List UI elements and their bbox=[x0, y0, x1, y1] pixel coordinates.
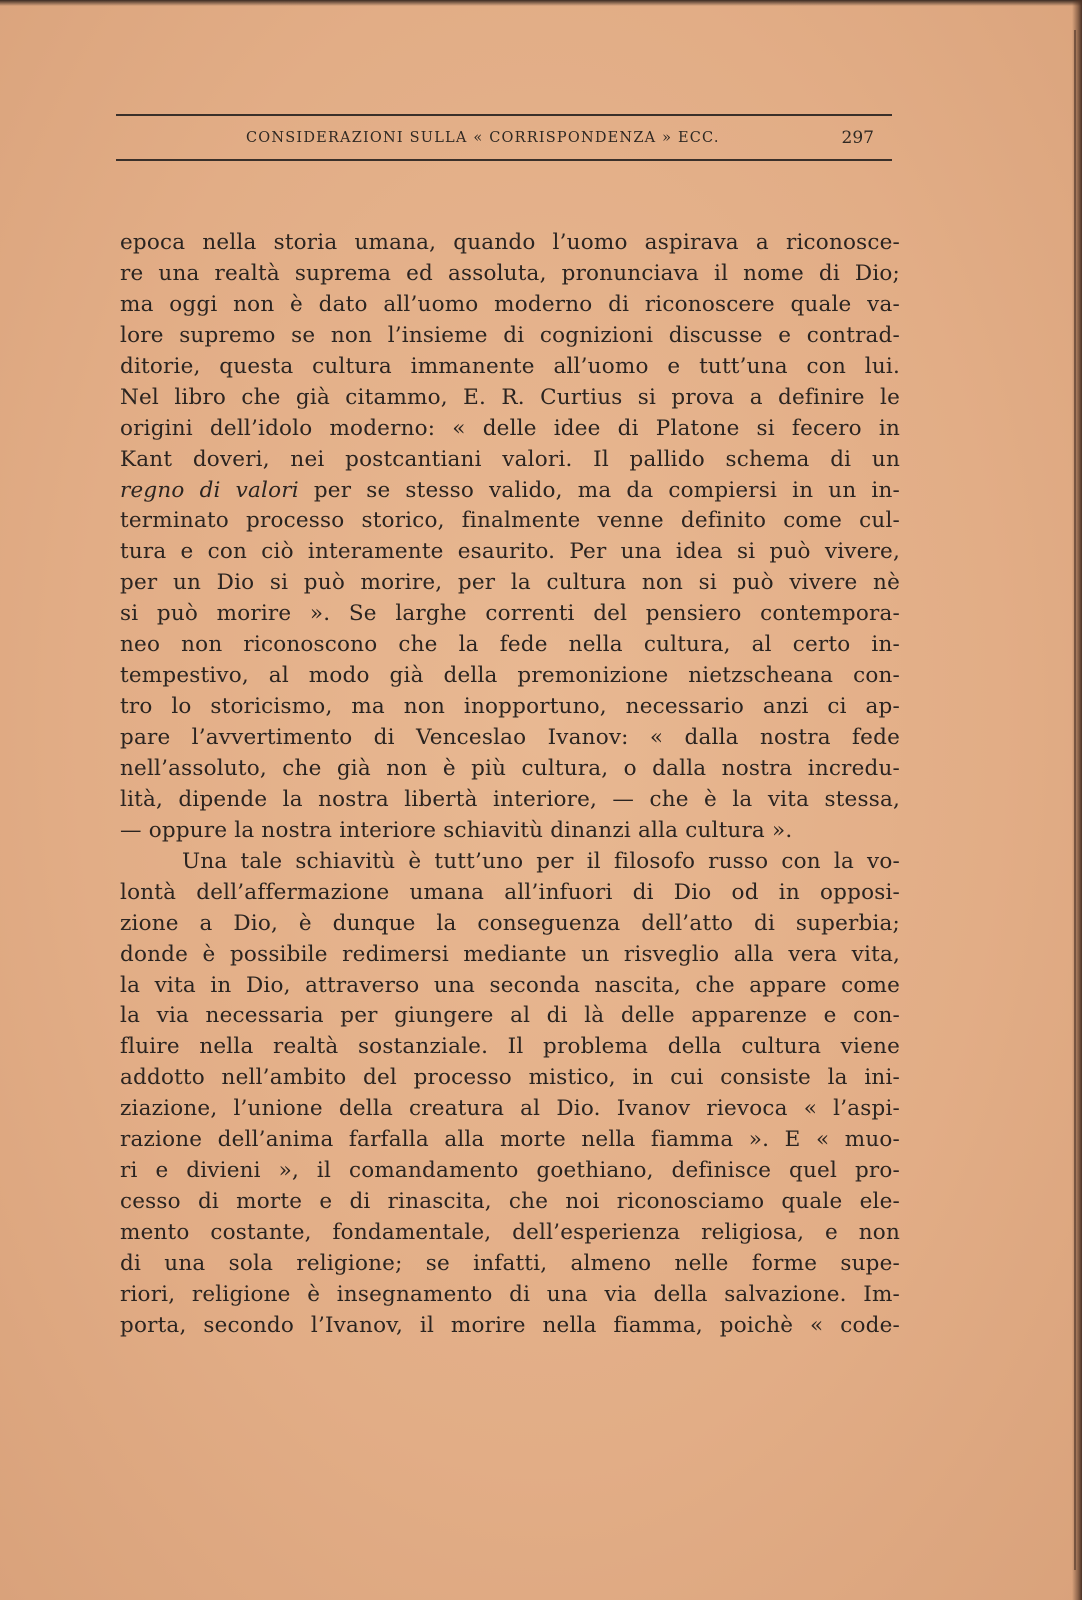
page-number: 297 bbox=[841, 128, 874, 148]
text-line-3: ma oggi non è dato all’uomo moderno di riconoscere quale va- bbox=[120, 291, 900, 317]
text-line-18: nell’assoluto, che già non è più cultura, o dalla nostra incredu- bbox=[120, 755, 900, 781]
text-line-22: lontà dell’affermazione umana all’infuori di Dio od in opposi- bbox=[120, 879, 900, 905]
text-line-36: porta, secondo l’Ivanov, il morire nella fiamma, poichè « code- bbox=[120, 1312, 900, 1338]
text-line-27: fluire nella realtà sostanziale. Il problema della cultura viene bbox=[120, 1034, 900, 1060]
text-line-8: Kant doveri, nei postcantiani valori. Il pallido schema di un bbox=[120, 446, 900, 472]
text-line-23: zione a Dio, è dunque la conseguenza dell’atto di superbia; bbox=[120, 910, 900, 936]
text-line-21: Una tale schiavitù è tutt’uno per il filosofo russo con la vo- bbox=[182, 848, 900, 874]
text-line-25: la vita in Dio, attraverso una seconda nascita, che appare come bbox=[120, 972, 900, 998]
text-line-34: di una sola religione; se infatti, almeno nelle forme supe- bbox=[120, 1250, 900, 1276]
text-line-26: la via necessaria per giungere al di là delle apparenze e con- bbox=[120, 1003, 900, 1029]
text-line-30: razione dell’anima farfalla alla morte nella fiamma ». E « muo- bbox=[120, 1127, 900, 1153]
text-line-7: origini dell’idolo moderno: « delle idee di Platone si fecero in bbox=[120, 415, 900, 441]
page-top-edge-shadow bbox=[0, 0, 1082, 6]
text-line-29: ziazione, l’unione della creatura al Dio. Ivanov rievoca « l’aspi- bbox=[120, 1096, 900, 1122]
header-rule-top bbox=[116, 114, 892, 116]
text-line-5: ditorie, questa cultura immanente all’uomo e tutt’una con lui. bbox=[120, 353, 900, 379]
text-line-6: Nel libro che già citammo, E. R. Curtius si prova a definire le bbox=[120, 384, 900, 410]
header-rule-bottom bbox=[116, 159, 892, 161]
text-line-20: — oppure la nostra interiore schiavitù dinanzi alla cultura ». bbox=[120, 817, 793, 843]
text-line-35: riori, religione è insegnamento di una via della salvazione. Im- bbox=[120, 1281, 900, 1307]
text-line-19: lità, dipende la nostra libertà interiore, — che è la vita stessa, bbox=[120, 786, 900, 812]
page-right-binding-line bbox=[1074, 30, 1076, 1570]
body-text bbox=[120, 228, 900, 1342]
text-line-15: tempestivo, al modo già della premonizione nietzscheana con- bbox=[120, 663, 900, 689]
text-line-10: terminato processo storico, finalmente venne definito come cul- bbox=[120, 508, 900, 534]
text-line-12: per un Dio si può morire, per la cultura non si può vivere nè bbox=[120, 570, 900, 596]
text-line-17: pare l’avvertimento di Venceslao Ivanov: « dalla nostra fede bbox=[120, 725, 900, 750]
text-line-16: tro lo storicismo, ma non inopportuno, necessario anzi ci ap- bbox=[120, 694, 900, 720]
text-line-14: neo non riconoscono che la fede nella cultura, al certo in- bbox=[120, 632, 900, 658]
text-line-9 bbox=[120, 476, 900, 507]
text-line-13: si può morire ». Se larghe correnti del pensiero contempora- bbox=[120, 601, 900, 627]
italic-phrase: regno di valori bbox=[120, 477, 299, 503]
text-line-4: lore supremo se non l’insieme di cognizioni discusse e contrad- bbox=[120, 322, 900, 348]
running-head: CONSIDERAZIONI SULLA « CORRISPONDENZA » ECC. bbox=[246, 130, 720, 146]
text-line-33: mento costante, fondamentale, dell’esperienza religiosa, e non bbox=[120, 1220, 900, 1245]
page-header bbox=[116, 114, 892, 162]
text-line-1: epoca nella storia umana, quando l’uomo aspirava a riconosce- bbox=[120, 230, 900, 255]
text-line-32: cesso di morte e di rinascita, che noi riconosciamo quale ele- bbox=[120, 1189, 900, 1215]
text-line-9-rest: per se stesso valido, ma da compiersi in un in- bbox=[298, 477, 900, 503]
text-line-28: addotto nell’ambito del processo mistico, in cui consiste la ini- bbox=[120, 1065, 900, 1091]
text-line-24: donde è possibile redimersi mediante un risveglio alla vera vita, bbox=[120, 941, 900, 967]
text-line-2: re una realtà suprema ed assoluta, pronunciava il nome di Dio; bbox=[120, 260, 900, 286]
text-line-31: ri e divieni », il comandamento goethiano, definisce quel pro- bbox=[120, 1158, 900, 1184]
text-line-11: tura e con ciò interamente esaurito. Per una idea si può vivere, bbox=[120, 539, 900, 565]
